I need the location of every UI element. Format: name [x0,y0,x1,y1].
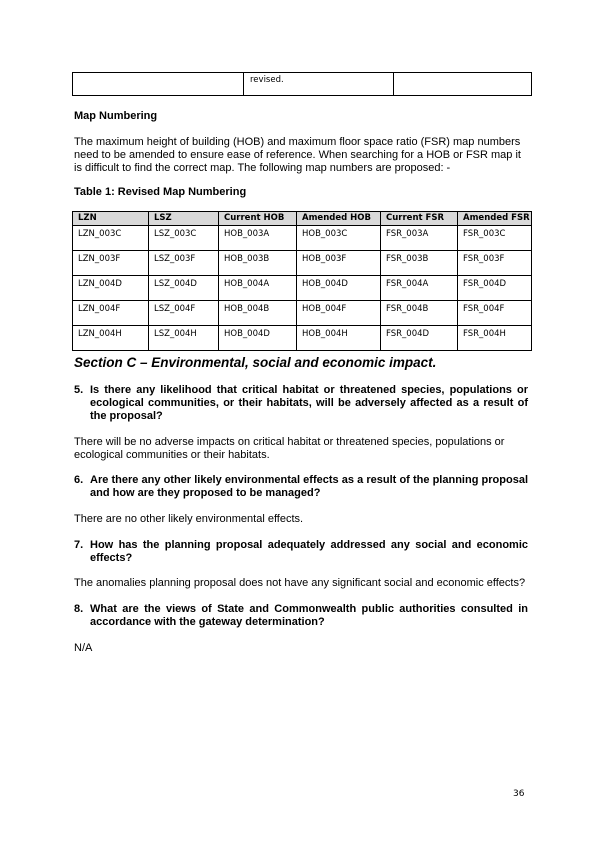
question-text: How has the planning proposal adequately addressed any social and economic effects? [90,539,528,564]
carry-table-cell-2: revised. [244,73,394,96]
table-header-row [73,212,532,226]
question-text: Are there any other likely environmental effects as a result of the planning proposal and how are they proposed to be managed? [90,474,528,499]
question-text: Is there any likelihood that critical habitat or threatened species, populations or ecological communities, or their habitats, will be adversely affected as a result of the proposal? [90,384,528,422]
table-cell: LSZ_004D [149,276,219,301]
table-cell: HOB_003C [297,226,381,251]
table-cell: LZN_004F [73,301,149,326]
table-row [73,301,532,326]
map-numbering-table [72,211,532,351]
table-cell: LSZ_003F [149,251,219,276]
answer-8: N/A [74,642,93,654]
answer-5: There will be no adverse impacts on critical habitat or threatened species, populations or ecological communities or their habitats. [74,436,505,461]
table-cell: FSR_004A [381,276,458,301]
table-cell: HOB_004A [219,276,297,301]
table-cell: HOB_004D [297,276,381,301]
table-cell: LSZ_004F [149,301,219,326]
column-header: LSZ [149,212,219,226]
question-7 [74,539,528,565]
table-cell: FSR_004D [381,326,458,351]
table-cell: LZN_003C [73,226,149,251]
carry-table-cell-3 [394,73,532,96]
table-cell: LZN_004D [73,276,149,301]
table-cell: HOB_004B [219,301,297,326]
table-cell: FSR_003A [381,226,458,251]
question-number: 7. [74,539,84,551]
table-cell: FSR_004F [458,301,532,326]
table-cell: FSR_003C [458,226,532,251]
table-row [73,226,532,251]
question-number: 5. [74,384,84,396]
table-title: Table 1: Revised Map Numbering [74,186,247,198]
question-5 [74,384,528,423]
table-cell: LSZ_004H [149,326,219,351]
column-header: LZN [73,212,149,226]
table-row [73,251,532,276]
table-cell: HOB_003F [297,251,381,276]
table-cell: FSR_003B [381,251,458,276]
table-cell: LZN_004H [73,326,149,351]
question-6 [74,474,528,500]
table-cell: HOB_003A [219,226,297,251]
map-numbering-paragraph: The maximum height of building (HOB) and maximum floor space ratio (FSR) map numbers need to be amended to ensure ease of reference. When searching for a HOB or FSR map it is difficult to find the correct map. The following map numbers are proposed: - [74,136,521,174]
table-cell: HOB_004H [297,326,381,351]
table-cell: LSZ_003C [149,226,219,251]
carry-over-table [72,72,532,96]
table-row [73,276,532,301]
table-cell: HOB_004D [219,326,297,351]
column-header: Amended HOB [297,212,381,226]
carry-table-cell-1 [73,73,244,96]
question-8 [74,603,528,629]
answer-7: The anomalies planning proposal does not have any significant social and economic effects? [74,577,526,589]
table-cell: FSR_004D [458,276,532,301]
table-cell: FSR_003F [458,251,532,276]
question-number: 6. [74,474,84,486]
column-header: Amended FSR [458,212,532,226]
table-cell: FSR_004B [381,301,458,326]
question-text: What are the views of State and Commonwealth public authorities consulted in accordance with the gateway determination? [90,603,528,628]
page-number: 36 [513,789,525,799]
table-cell: HOB_003B [219,251,297,276]
question-number: 8. [74,603,84,615]
table-cell: FSR_004H [458,326,532,351]
column-header: Current HOB [219,212,297,226]
table-cell: LZN_003F [73,251,149,276]
column-header: Current FSR [381,212,458,226]
table-cell: HOB_004F [297,301,381,326]
table-row [73,326,532,351]
map-numbering-heading: Map Numbering [74,110,158,122]
answer-6: There are no other likely environmental effects. [74,513,304,525]
section-c-heading: Section C – Environmental, social and economic impact. [74,355,437,370]
